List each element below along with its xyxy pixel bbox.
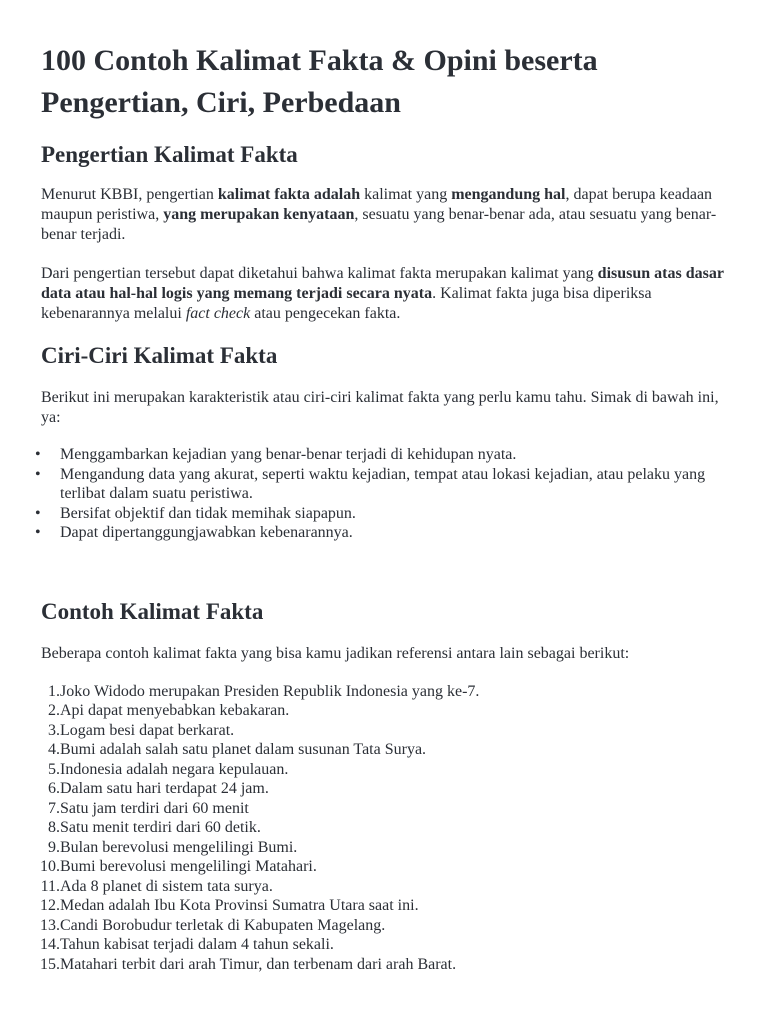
text-run: kalimat yang (360, 186, 452, 203)
list-item (41, 740, 731, 760)
text-run: . Kalimat fakta juga bisa diperiksa kebenarannya melalui (41, 285, 652, 322)
bullet-marker: • (35, 524, 41, 541)
list-item-text: Medan adalah Ibu Kota Provinsi Sumatra Utara saat ini. (60, 897, 419, 914)
list-item (41, 779, 731, 799)
list-item-text: Api dapat menyebabkan kebakaran. (60, 702, 290, 719)
list-item-text: Ada 8 planet di sistem tata surya. (60, 877, 273, 895)
text-run: Dari pengertian tersebut dapat diketahui bahwa kalimat fakta merupakan kalimat yang (41, 265, 598, 282)
bold-text: yang merupakan kenyataan (163, 206, 355, 223)
list-item (41, 760, 731, 780)
list-item (35, 465, 731, 504)
list-item-text: Matahari terbit dari arah Timur, dan terbenam dari arah Barat. (60, 955, 457, 973)
list-item-text: Indonesia adalah negara kepulauan. (60, 760, 289, 778)
section-heading-ciri: Ciri-Ciri Kalimat Fakta (41, 343, 278, 368)
bullet-marker: • (35, 446, 41, 463)
document-page (35, 0, 731, 974)
list-item (41, 682, 731, 702)
list-item-text: Tahun kabisat terjadi dalam 4 tahun sekali. (60, 936, 334, 953)
list-item (41, 896, 731, 916)
list-number: 9. (48, 838, 60, 856)
list-item (41, 721, 731, 741)
list-item (35, 445, 731, 465)
list-item-text: Candi Borobudur terletak di Kabupaten Magelang. (60, 916, 386, 934)
list-number: 15. (40, 955, 60, 973)
list-item-text: Bumi adalah salah satu planet dalam susunan Tata Surya. (60, 741, 427, 758)
list-number: 4. (48, 741, 60, 758)
list-item-text: Bumi berevolusi mengelilingi Matahari. (60, 858, 317, 875)
bold-text: disusun atas dasar data atau hal-hal logis yang memang terjadi secara nyata (41, 265, 724, 302)
list-item-text: Bulan berevolusi mengelilingi Bumi. (60, 838, 298, 856)
list-number: 7. (48, 799, 60, 817)
list-number: 1. (48, 682, 60, 700)
paragraph-explanation (41, 264, 731, 324)
text-run: Menurut KBBI, pengertian (41, 186, 218, 203)
list-item-text: Satu menit terdiri dari 60 detik. (60, 819, 261, 836)
section-heading-contoh: Contoh Kalimat Fakta (41, 598, 264, 624)
list-item (41, 799, 731, 819)
section-heading-pengertian: Pengertian Kalimat Fakta (41, 142, 298, 167)
list-number: 8. (48, 819, 60, 836)
list-number: 5. (48, 760, 60, 778)
list-item-text: Dapat dipertanggungjawabkan kebenarannya. (60, 524, 353, 541)
list-item (35, 523, 731, 543)
numbered-list (41, 682, 731, 975)
list-item (41, 838, 731, 858)
paragraph-contoh-intro: Beberapa contoh kalimat fakta yang bisa kamu jadikan referensi antara lain sebagai berikut: (41, 644, 630, 662)
list-item (41, 701, 731, 721)
list-item (41, 818, 731, 838)
list-number: 14. (40, 936, 60, 953)
list-item (35, 504, 731, 524)
page-title: 100 Contoh Kalimat Fakta & Opini beserta Pengertian, Ciri, Perbedaan (41, 44, 598, 119)
list-item-text: Menggambarkan kejadian yang benar-benar terjadi di kehidupan nyata. (60, 446, 517, 463)
list-number: 6. (48, 780, 60, 797)
list-number: 3. (48, 721, 60, 739)
list-item (41, 916, 731, 936)
list-item-text: Bersifat objektif dan tidak memihak siapapun. (60, 504, 356, 522)
list-item-text: Logam besi dapat berkarat. (60, 721, 235, 739)
bullet-marker: • (35, 465, 41, 483)
list-item-text: Mengandung data yang akurat, seperti waktu kejadian, tempat atau lokasi kejadian, atau pelaku yang terlibat dalam suatu peristiwa. (60, 465, 706, 502)
paragraph-definition (41, 185, 731, 245)
list-number: 11. (40, 877, 60, 895)
text-run: , sesuatu yang benar-benar ada, atau sesuatu yang benar-benar terjadi. (41, 206, 717, 243)
list-number: 13. (40, 916, 60, 934)
text-run: , dapat berupa keadaan maupun peristiwa, (41, 186, 713, 223)
list-number: 10. (40, 858, 60, 875)
list-number: 12. (40, 897, 60, 914)
list-item-text: Satu jam terdiri dari 60 menit (60, 799, 249, 817)
list-item (41, 857, 731, 877)
list-item (41, 877, 731, 897)
list-item-text: Dalam satu hari terdapat 24 jam. (60, 780, 269, 797)
list-item-text: Joko Widodo merupakan Presiden Republik Indonesia yang ke-7. (60, 682, 480, 700)
list-item (41, 935, 731, 955)
italic-text: fact check (185, 305, 251, 322)
list-number: 2. (48, 702, 60, 719)
list-item (41, 955, 731, 975)
text-run: atau pengecekan fakta. (250, 305, 401, 322)
bold-text: kalimat fakta adalah (217, 186, 361, 203)
bullet-list (35, 445, 731, 543)
bullet-marker: • (35, 504, 41, 522)
paragraph-ciri-intro: Berikut ini merupakan karakteristik atau ciri-ciri kalimat fakta yang perlu kamu tahu. Simak di bawah ini, ya: (41, 389, 719, 426)
bold-text: mengandung hal (451, 186, 566, 203)
